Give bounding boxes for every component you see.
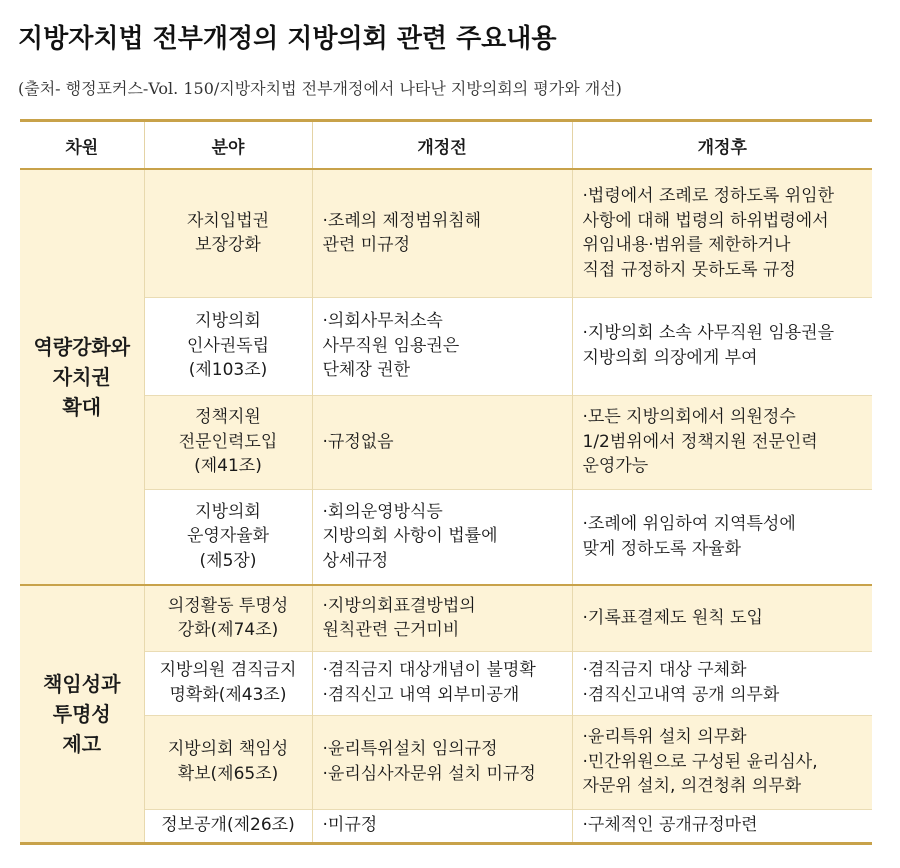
after-cell: ·윤리특위 설치 의무화 ·민간위원으로 구성된 윤리심사, 자문위 설치, 의견청취 의무화 [572,715,872,809]
after-cell: ·지방의회 소속 사무직원 임용권을 지방의회 의장에게 부여 [572,297,872,395]
after-cell: ·구체적인 공개규정마련 [572,809,872,843]
after-cell: ·조례에 위임하여 지역특성에 맞게 정하도록 자율화 [572,489,872,585]
source-citation: (출처- 행정포커스-Vol. 150/지방자치법 전부개정에서 나타난 지방의회의 평가와 개선) [18,79,622,98]
table-row [20,489,872,585]
before-cell: ·조례의 제정범위침해 관련 미규정 [312,169,572,297]
page-title: 지방자치법 전부개정의 지방의회 관련 주요내용 [18,24,557,54]
area-cell: 지방의회 인사권독립 (제103조) [144,297,312,395]
table-row [20,651,872,715]
table-header-row [20,121,872,170]
after-cell: ·법령에서 조례로 정하도록 위임한 사항에 대해 법령의 하위법령에서 위임내용·범위를 제한하거나 직접 규정하지 못하도록 규정 [572,169,872,297]
header-dimension: 차원 [20,121,144,170]
header-after: 개정후 [572,121,872,170]
before-cell: ·미규정 [312,809,572,843]
area-cell: 의정활동 투명성 강화(제74조) [144,585,312,651]
after-cell: ·기록표결제도 원칙 도입 [572,585,872,651]
table-row [20,715,872,809]
header-area: 분야 [144,121,312,170]
before-cell: ·회의운영방식등 지방의회 사항이 법률에 상세규정 [312,489,572,585]
header-before: 개정전 [312,121,572,170]
table-row [20,297,872,395]
area-cell: 정책지원 전문인력도입 (제41조) [144,395,312,489]
table-row [20,395,872,489]
reform-summary-table [20,119,872,845]
before-cell: ·윤리특위설치 임의규정 ·윤리심사자문위 설치 미규정 [312,715,572,809]
dimension-cell: 책임성과 투명성 제고 [20,585,144,843]
table-row [20,169,872,297]
before-cell: ·겸직금지 대상개념이 불명확 ·겸직신고 내역 외부미공개 [312,651,572,715]
after-cell: ·겸직금지 대상 구체화 ·겸직신고내역 공개 의무화 [572,651,872,715]
before-cell: ·의회사무처소속 사무직원 임용권은 단체장 권한 [312,297,572,395]
before-cell: ·규정없음 [312,395,572,489]
area-cell: 지방의회 운영자율화 (제5장) [144,489,312,585]
before-cell: ·지방의회표결방법의 원칙관련 근거미비 [312,585,572,651]
area-cell: 지방의회 책임성 확보(제65조) [144,715,312,809]
area-cell: 지방의원 겸직금지 명확화(제43조) [144,651,312,715]
after-cell: ·모든 지방의회에서 의원정수 1/2범위에서 정책지원 전문인력 운영가능 [572,395,872,489]
dimension-cell: 역량강화와 자치권 확대 [20,169,144,585]
table-row [20,809,872,843]
table-row [20,585,872,651]
area-cell: 자치입법권 보장강화 [144,169,312,297]
area-cell: 정보공개(제26조) [144,809,312,843]
